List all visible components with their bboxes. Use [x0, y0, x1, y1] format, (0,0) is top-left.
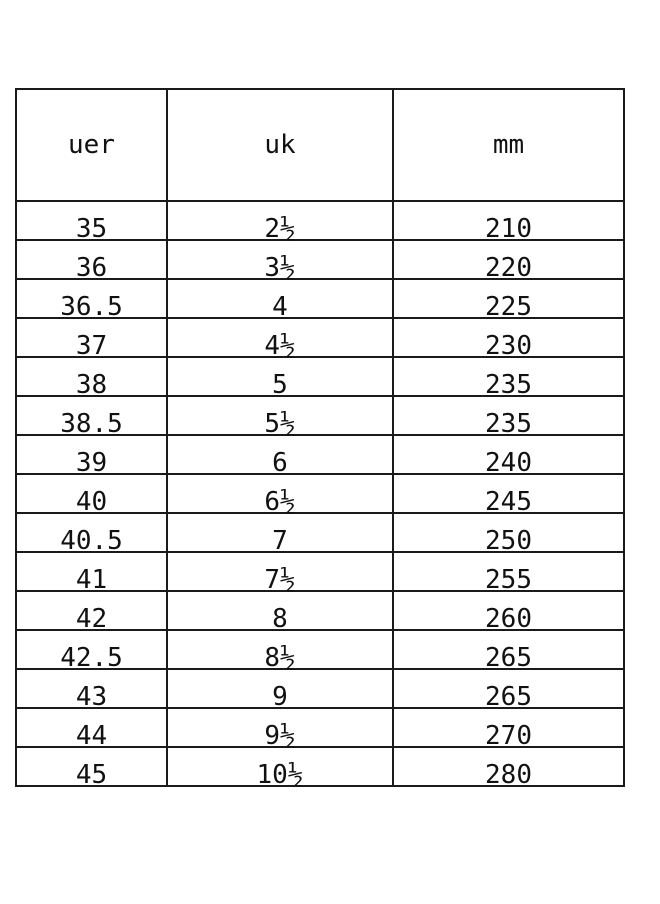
cell-uer [16, 669, 167, 712]
cell-uer-text: 41 [75, 565, 108, 595]
cell-uk [167, 240, 393, 283]
cell-uk-text: 4 [272, 292, 288, 322]
table-row [16, 357, 624, 396]
cell-uk [167, 435, 393, 478]
table-row [16, 513, 624, 552]
cell-uer-text: 40.5 [60, 526, 123, 556]
table-row [16, 240, 624, 279]
cell-uer [16, 201, 167, 244]
cell-uer-text: 36.5 [60, 292, 123, 322]
cell-uk [167, 591, 393, 634]
table-row [16, 201, 624, 240]
cell-uer-text: 38.5 [60, 409, 123, 439]
cell-mm [393, 474, 624, 517]
cell-mm [393, 435, 624, 478]
cell-mm [393, 201, 624, 244]
cell-mm-text: 235 [485, 409, 532, 439]
table-row [16, 396, 624, 435]
table-row [16, 747, 624, 786]
cell-mm [393, 591, 624, 634]
cell-mm [393, 396, 624, 439]
cell-uer [16, 318, 167, 361]
cell-uer-text: 39 [75, 448, 108, 478]
cell-mm-text: 250 [485, 526, 532, 556]
cell-uk-text: 2½ [264, 214, 296, 244]
column-header-mm: mm [393, 89, 624, 201]
table-row [16, 279, 624, 318]
cell-uer-text: 45 [75, 760, 108, 790]
cell-mm [393, 357, 624, 400]
table-row [16, 630, 624, 669]
cell-mm-text: 225 [485, 292, 532, 322]
cell-uer-text: 42.5 [60, 643, 123, 673]
cell-uk-text: 5 [272, 370, 288, 400]
table-row [16, 591, 624, 630]
table-header [16, 89, 624, 201]
cell-uk-text: 9 [272, 682, 288, 712]
cell-uer [16, 357, 167, 400]
cell-uk [167, 630, 393, 673]
cell-uer [16, 474, 167, 517]
cell-uer-text: 43 [75, 682, 108, 712]
cell-mm [393, 669, 624, 712]
cell-uer [16, 240, 167, 283]
cell-mm [393, 747, 624, 790]
cell-uer-text: 37 [75, 331, 108, 361]
cell-uk [167, 552, 393, 595]
cell-uk [167, 513, 393, 556]
cell-uk [167, 357, 393, 400]
cell-mm-text: 245 [485, 487, 532, 517]
cell-uk [167, 747, 393, 790]
cell-uk-text: 7½ [264, 565, 296, 595]
cell-mm [393, 630, 624, 673]
table-row [16, 708, 624, 747]
cell-uer-text: 40 [75, 487, 108, 517]
cell-mm-text: 260 [485, 604, 532, 634]
cell-mm-text: 280 [485, 760, 532, 790]
table-row [16, 669, 624, 708]
cell-mm-text: 265 [485, 682, 532, 712]
table-row [16, 474, 624, 513]
cell-uk [167, 708, 393, 751]
cell-uer-text: 36 [75, 253, 108, 283]
cell-uk-text: 10½ [256, 760, 304, 790]
cell-mm-text: 265 [485, 643, 532, 673]
cell-uk [167, 474, 393, 517]
cell-uk [167, 396, 393, 439]
table-row [16, 435, 624, 474]
cell-uk-text: 8½ [264, 643, 296, 673]
cell-uer [16, 591, 167, 634]
cell-uer [16, 513, 167, 556]
cell-uer-text: 42 [75, 604, 108, 634]
size-conversion-table [15, 88, 625, 790]
cell-mm [393, 552, 624, 595]
cell-uk-text: 7 [272, 526, 288, 556]
cell-uer [16, 630, 167, 673]
cell-uk [167, 201, 393, 244]
cell-uk-text: 6 [272, 448, 288, 478]
cell-mm-text: 270 [485, 721, 532, 751]
cell-uer [16, 435, 167, 478]
cell-mm-text: 210 [485, 214, 532, 244]
cell-uer-text: 35 [75, 214, 108, 244]
cell-uk [167, 669, 393, 712]
cell-uer [16, 552, 167, 595]
cell-uk-text: 9½ [264, 721, 296, 751]
cell-mm-text: 255 [485, 565, 532, 595]
cell-uk-text: 4½ [264, 331, 296, 361]
cell-uer [16, 708, 167, 751]
table-body [16, 201, 624, 790]
cell-mm [393, 279, 624, 322]
cell-uk-text: 6½ [264, 487, 296, 517]
cell-uk-text: 3½ [264, 253, 296, 283]
cell-mm [393, 708, 624, 751]
cell-uer-text: 44 [75, 721, 108, 751]
cell-uk-text: 8 [272, 604, 288, 634]
cell-uk-text: 5½ [264, 409, 296, 439]
cell-mm [393, 513, 624, 556]
cell-uer-text: 38 [75, 370, 108, 400]
cell-mm-text: 220 [485, 253, 532, 283]
cell-uer [16, 279, 167, 322]
cell-mm-text: 230 [485, 331, 532, 361]
cell-uer [16, 396, 167, 439]
cell-mm [393, 318, 624, 361]
cell-mm-text: 240 [485, 448, 532, 478]
column-header-uer: uer [16, 89, 167, 201]
table-row [16, 318, 624, 357]
cell-uk [167, 318, 393, 361]
cell-mm [393, 240, 624, 283]
column-header-uk: uk [167, 89, 393, 201]
table-row [16, 552, 624, 591]
cell-mm-text: 235 [485, 370, 532, 400]
cell-uk [167, 279, 393, 322]
cell-uer [16, 747, 167, 790]
header-row [16, 89, 624, 201]
